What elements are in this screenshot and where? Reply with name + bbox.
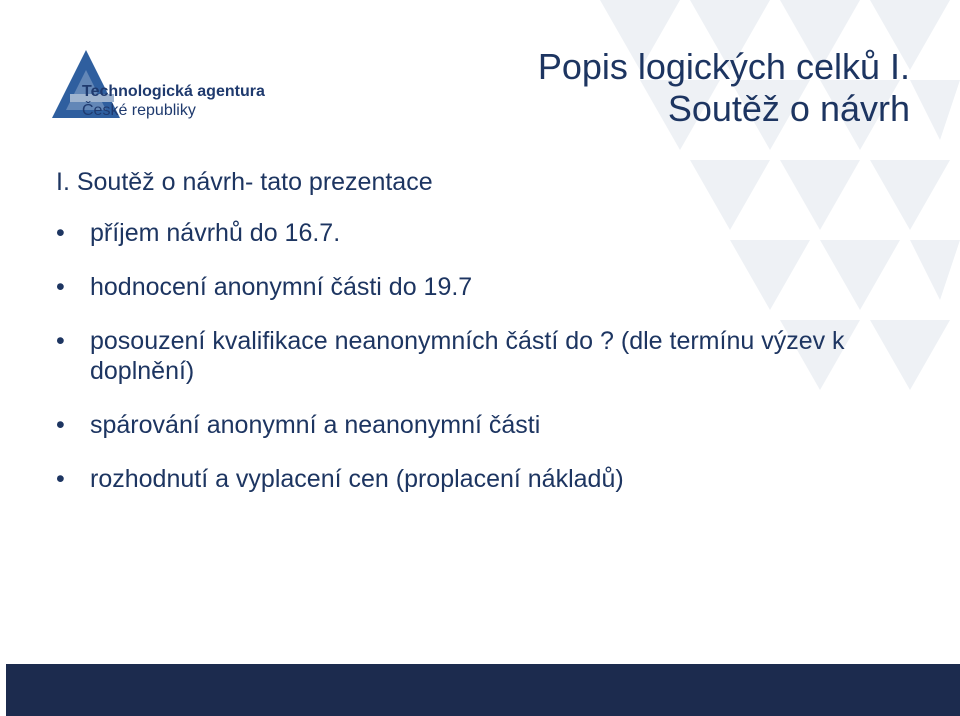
bullet-icon: • bbox=[56, 273, 65, 301]
title-line1: Popis logických celků I. bbox=[537, 46, 910, 87]
section-heading: I. Soutěž o návrh- tato prezentace bbox=[56, 168, 433, 196]
bullet-list bbox=[56, 218, 870, 494]
bullet-icon: • bbox=[56, 327, 65, 355]
bullet-text: rozhodnutí a vyplacení cen (proplacení nákladů) bbox=[90, 465, 624, 493]
list-item bbox=[56, 272, 870, 302]
logo-line2: České republiky bbox=[82, 102, 196, 119]
bullet-icon: • bbox=[56, 465, 65, 493]
list-item bbox=[56, 410, 870, 440]
bullet-text: posouzení kvalifikace neanonymních částí do ? (dle termínu výzev k doplnění) bbox=[90, 327, 845, 385]
list-item bbox=[56, 326, 870, 386]
title-line2: Soutěž o návrh bbox=[667, 88, 910, 129]
bullet-text: spárování anonymní a neanonymní části bbox=[90, 411, 541, 439]
bullet-text: hodnocení anonymní části do 19.7 bbox=[90, 273, 473, 301]
list-item bbox=[56, 464, 870, 494]
logo-text bbox=[82, 82, 265, 120]
bullet-text: příjem návrhů do 16.7. bbox=[90, 219, 341, 247]
list-item bbox=[56, 218, 870, 248]
logo-line1: Technologická agentura bbox=[82, 83, 265, 100]
footer-bar bbox=[6, 664, 960, 716]
bullet-icon: • bbox=[56, 411, 65, 439]
page-title bbox=[538, 46, 910, 130]
bullet-icon: • bbox=[56, 219, 65, 247]
